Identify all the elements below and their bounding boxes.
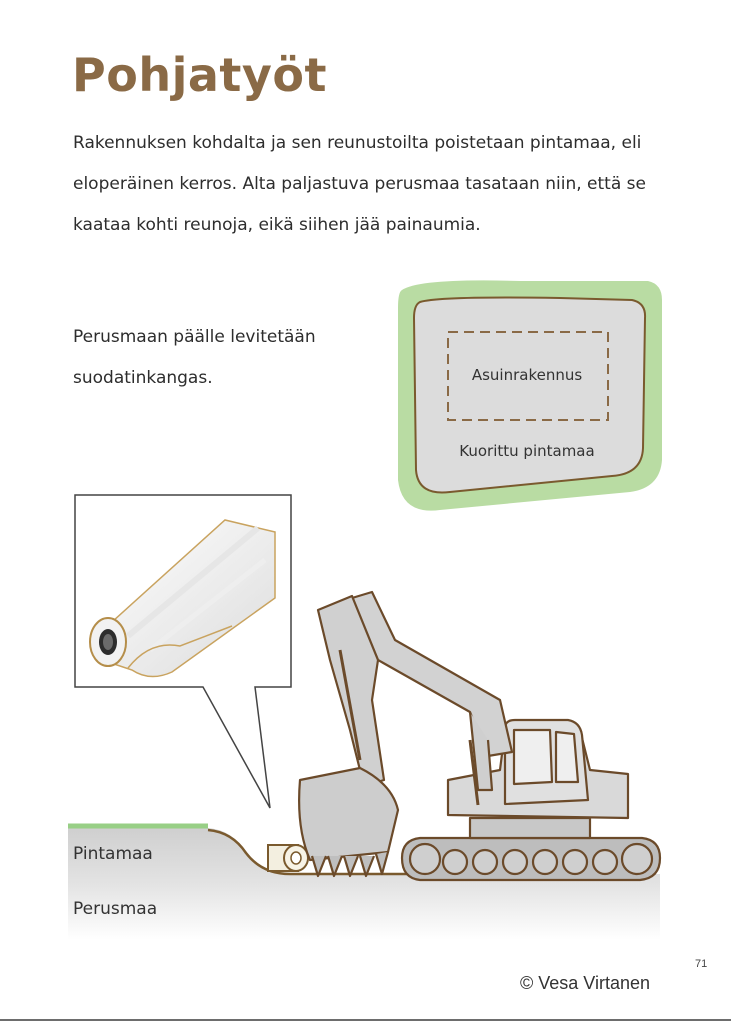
- stripped-area-label: Kuorittu pintamaa: [459, 442, 595, 460]
- subsoil-label: Perusmaa: [73, 899, 158, 919]
- fabric-callout: [75, 495, 291, 808]
- fabric-roll-on-ground: [268, 845, 308, 871]
- page-number: 71: [695, 958, 708, 970]
- excavator-bucket: [299, 768, 398, 860]
- bottom-divider: [0, 1019, 731, 1021]
- excavator-illustration: [299, 592, 660, 880]
- filter-fabric-paragraph: Perusmaan päälle levitetään suodatinkangas.: [73, 327, 316, 388]
- copyright-credit: © Vesa Virtanen: [520, 973, 651, 993]
- site-plan-diagram: [398, 280, 662, 510]
- intro-paragraph: Rakennuksen kohdalta ja sen reunustoilta poistetaan pintamaa, eli eloperäinen kerros. Alta paljastuva perusmaa tasataan niin, että se kaataa kohti reunoja, eikä siihen jää painaumia.: [73, 133, 646, 235]
- page-title: Pohjatyöt: [72, 48, 327, 102]
- building-label: Asuinrakennus: [471, 366, 583, 384]
- topsoil-label: Pintamaa: [73, 844, 153, 864]
